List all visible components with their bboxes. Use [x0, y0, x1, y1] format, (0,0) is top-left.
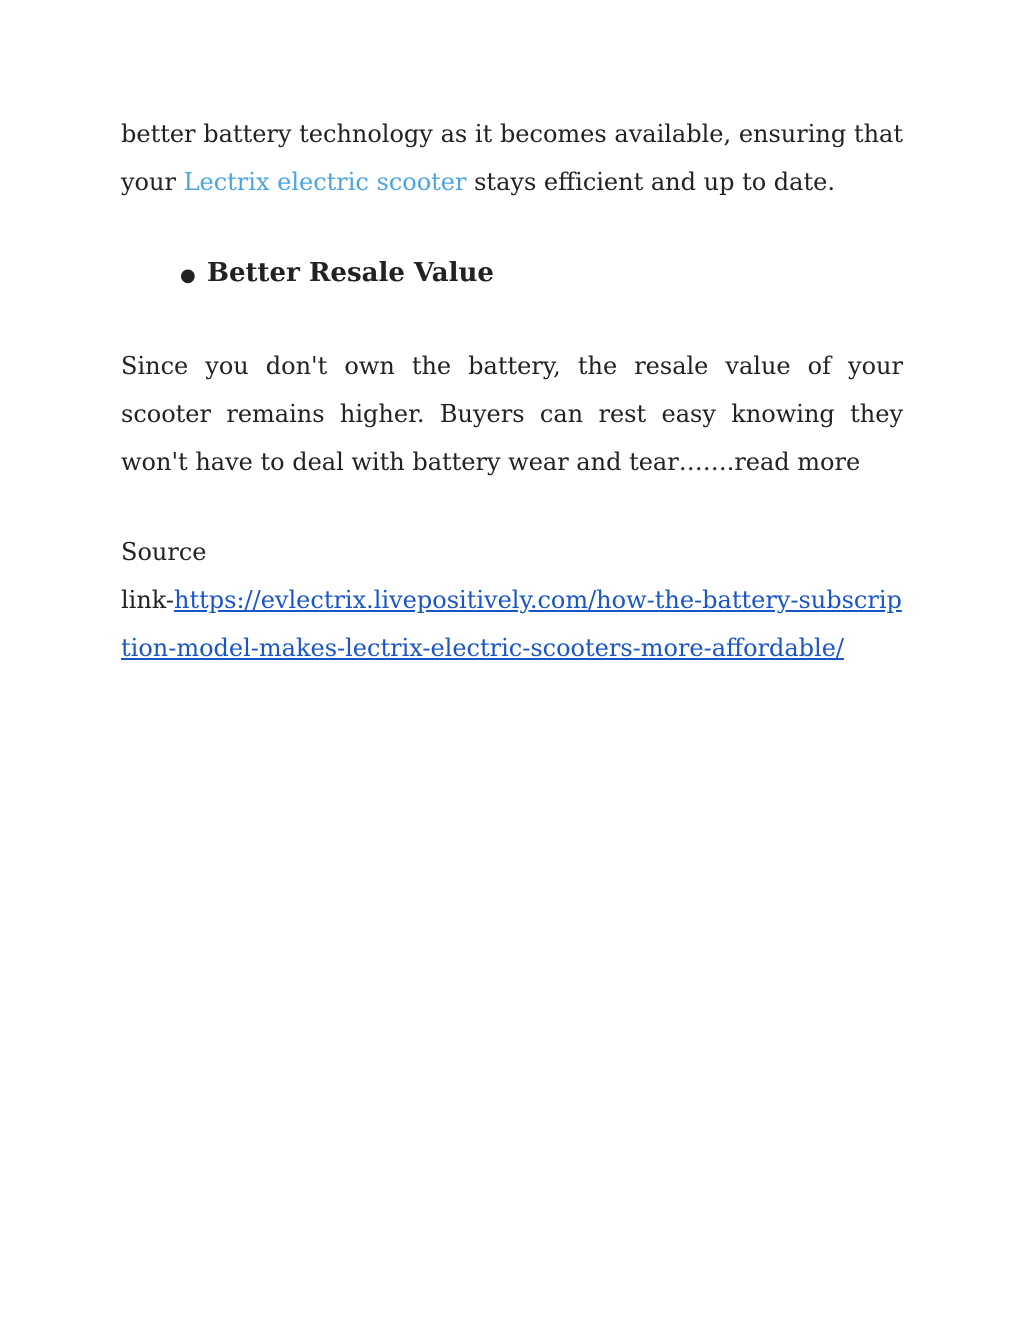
section-heading: Better Resale Value [207, 258, 494, 288]
lectrix-scooter-link[interactable]: Lectrix electric scooter [183, 168, 467, 196]
intro-paragraph [121, 110, 903, 206]
intro-text-before: better battery technology as it becomes available, ensuring that your [121, 120, 903, 196]
source-url-link[interactable]: https://evlectrix.livepositively.com/how-the-battery-subscription-model-makes-lectrix-electric-scooters-more-affordable/ [121, 586, 902, 662]
intro-text-after: stays efficient and up to date. [466, 168, 835, 196]
bullet-icon: ● [180, 265, 196, 286]
section-bullet-item [121, 249, 903, 300]
source-block [121, 528, 903, 672]
source-label: Source [121, 538, 207, 566]
document-page [121, 110, 903, 672]
source-link-line [121, 576, 903, 672]
source-link-prefix: link- [121, 586, 175, 614]
body-paragraph: Since you don't own the battery, the resale value of your scooter remains higher. Buyers can rest easy knowing they won't have to deal with battery wear and tear…….read more [121, 352, 903, 476]
